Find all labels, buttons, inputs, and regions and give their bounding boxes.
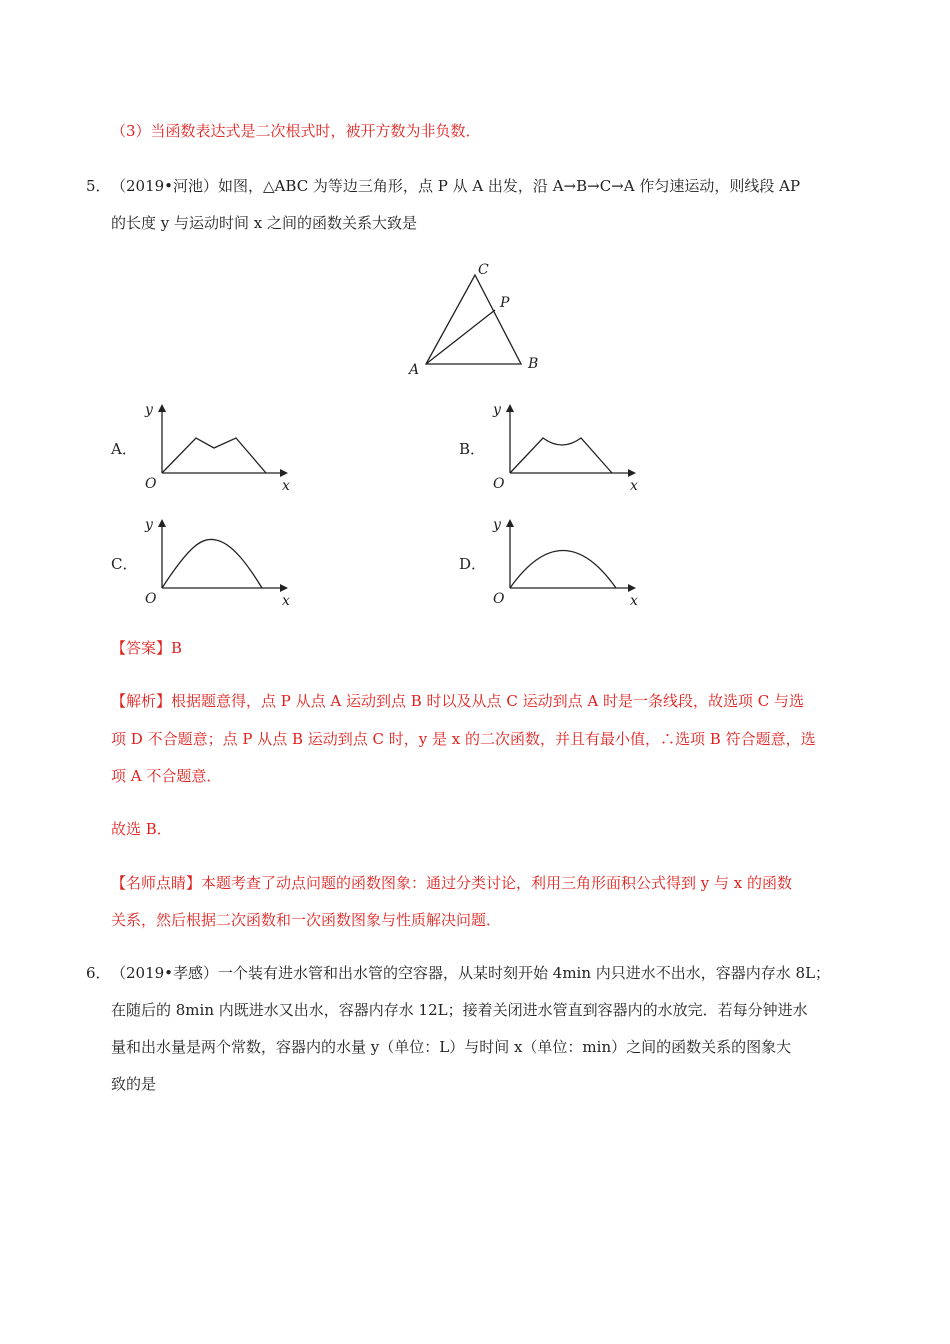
option-c-curve xyxy=(162,539,262,588)
question-6-number: 6． xyxy=(86,964,111,982)
label-p: P xyxy=(500,295,510,311)
option-c-label: C． xyxy=(111,555,138,573)
analysis-line-2: 项 D 不合题意；点 P 从点 B 运动到点 C 时，y 是 x 的二次函数，并且有最小值，∴选项 B 符合题意，选 xyxy=(111,730,816,748)
option-c-x: x xyxy=(282,593,290,609)
option-a-y: y xyxy=(145,402,153,418)
option-b-graph xyxy=(488,400,648,495)
option-a-x: x xyxy=(282,478,290,494)
question-6-text-line-4: 致的是 xyxy=(111,1075,157,1093)
option-b-label: B． xyxy=(459,440,486,458)
option-d-graph xyxy=(488,515,648,610)
note-3: （3）当函数表达式是二次根式时，被开方数为非负数． xyxy=(111,122,481,140)
option-a-graph xyxy=(140,400,300,495)
question-5-text-line-2: 的长度 y 与运动时间 x 之间的函数关系大致是 xyxy=(111,214,418,232)
analysis-line-3: 项 A 不合题意． xyxy=(111,767,222,785)
option-d-label: D． xyxy=(459,555,487,573)
choose-line: 故选 B． xyxy=(111,820,172,838)
triangle-abc xyxy=(426,275,521,364)
option-b-x: x xyxy=(630,478,638,494)
question-6-text-line-3: 量和出水量是两个常数，容器内的水量 y（单位：L）与时间 x（单位：min）之间的函数关系的图象大 xyxy=(111,1038,792,1056)
comment-line-1: 【名师点睛】本题考查了动点问题的函数图象：通过分类讨论，利用三角形面积公式得到 y 与 x 的函数 xyxy=(111,874,793,892)
option-d-curve xyxy=(510,551,616,589)
option-a-label: A． xyxy=(111,440,137,458)
label-b: B xyxy=(528,356,539,372)
option-a-origin: O xyxy=(145,476,157,492)
option-d-y: y xyxy=(493,517,501,533)
question-6-text-line-2: 在随后的 8min 内既进水又出水，容器内存水 12L；接着关闭进水管直到容器内的水放完．若每分钟进水 xyxy=(111,1001,808,1019)
option-a-curve xyxy=(162,438,266,473)
question-6-text-line-1: （2019•孝感）一个装有进水管和出水管的空容器，从某时刻开始 4min 内只进水不出水，容器内存水 8L； xyxy=(111,964,831,982)
option-b-curve xyxy=(510,438,612,473)
option-c-y: y xyxy=(145,517,153,533)
analysis-line-1: 【解析】根据题意得，点 P 从点 A 运动到点 B 时以及从点 C 运动到点 A 时是一条线段，故选项 C 与选 xyxy=(111,692,804,710)
comment-line-2: 关系，然后根据二次函数和一次函数图象与性质解决问题． xyxy=(111,911,502,929)
triangle-figure xyxy=(400,258,550,378)
option-d-x: x xyxy=(630,593,638,609)
answer: 【答案】B xyxy=(111,639,183,657)
option-d-origin: O xyxy=(493,591,505,607)
question-5-text-line-1: （2019•河池）如图，△ABC 为等边三角形，点 P 从 A 出发，沿 A→B→C→A 作匀速运动，则线段 AP xyxy=(111,177,801,195)
question-5-number: 5． xyxy=(86,177,111,195)
option-b-origin: O xyxy=(493,476,505,492)
label-c: C xyxy=(478,262,489,278)
segment-ap xyxy=(426,310,495,364)
option-c-origin: O xyxy=(145,591,157,607)
option-b-y: y xyxy=(493,402,501,418)
label-a: A xyxy=(409,362,420,378)
option-c-graph xyxy=(140,515,300,610)
